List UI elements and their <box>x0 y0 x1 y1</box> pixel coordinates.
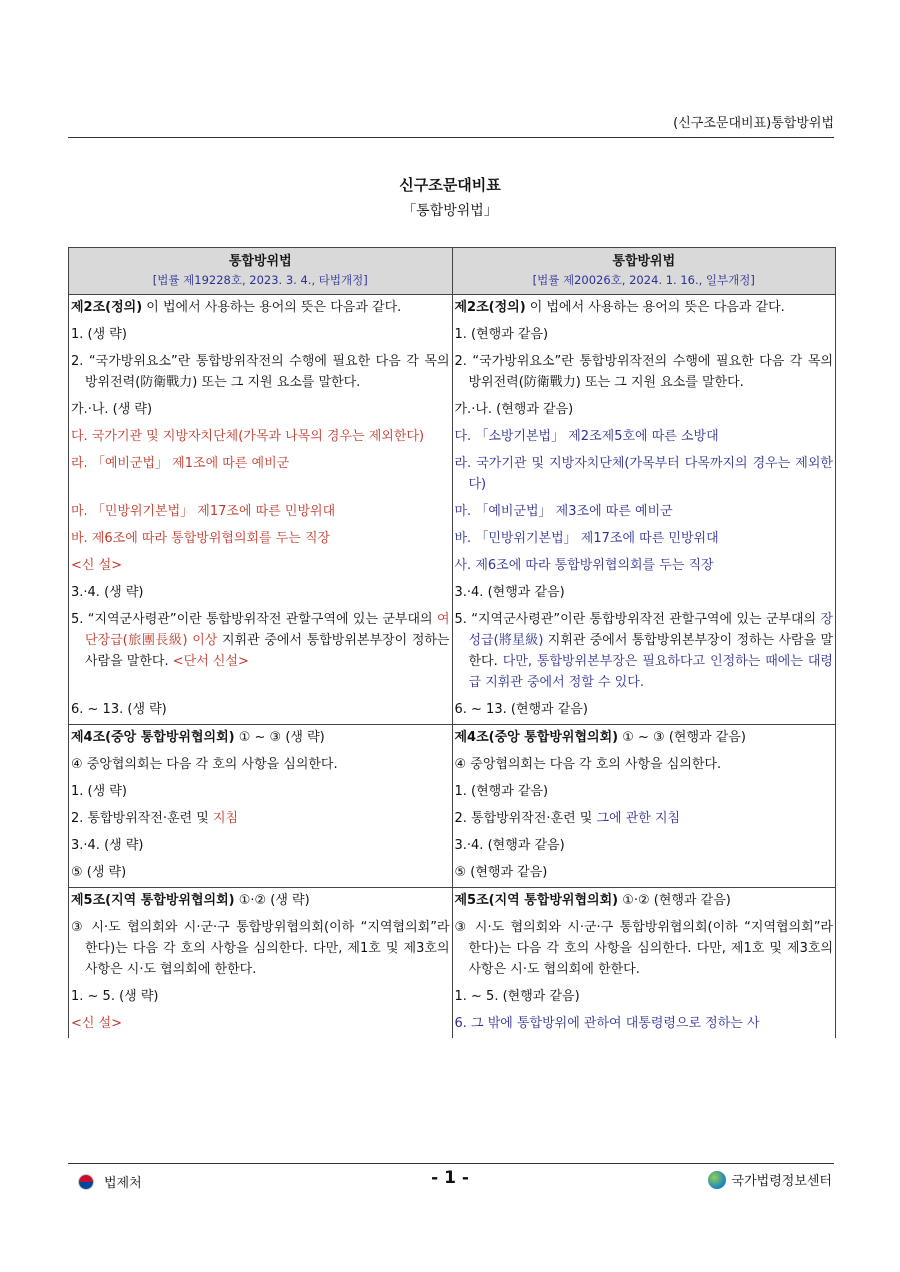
table-row <box>69 860 836 888</box>
provision-text <box>71 862 450 883</box>
revised-text-cell <box>452 580 836 607</box>
provision-text <box>455 754 834 775</box>
text-segment: 2. 통합방위작전·훈련 및 <box>454 811 597 826</box>
text-segment: ①·② (생 략) <box>234 893 310 908</box>
text-segment: 가.·나. (현행과 같음) <box>454 402 574 417</box>
deleted-text: 마. 「민방위기본법」 제17조에 따른 민방위대 <box>71 504 336 519</box>
page-number: - 1 - <box>431 1168 469 1188</box>
article-heading: 제5조(지역 통합방위협의회) <box>71 893 235 908</box>
provision-text <box>455 808 834 829</box>
text-segment: 2. 통합방위작전·훈련 및 <box>71 811 213 826</box>
revised-text-cell <box>452 752 836 779</box>
revised-text-cell <box>452 526 836 553</box>
current-text-cell <box>69 397 453 424</box>
provision-text <box>455 727 834 748</box>
revised-text-cell <box>452 451 836 499</box>
article-heading: 제5조(지역 통합방위협의회) <box>454 893 619 908</box>
footer-agency: 법제처 <box>104 1176 142 1191</box>
running-header: (신구조문대비표)통합방위법 <box>673 116 834 131</box>
column-title: 통합방위법 <box>228 254 292 269</box>
current-text-cell <box>69 752 453 779</box>
revised-text-cell <box>452 349 836 397</box>
text-segment: 1. (생 략) <box>71 327 127 342</box>
table-row <box>69 915 836 984</box>
provision-text <box>455 351 834 393</box>
text-segment: 1. (현행과 같음) <box>454 784 549 799</box>
text-segment: 3.·4. (현행과 같음) <box>454 585 565 600</box>
table-row <box>69 499 836 526</box>
text-segment: 가.·나. (생 략) <box>71 402 153 417</box>
text-segment: 1. (생 략) <box>71 784 127 799</box>
current-text-cell <box>69 984 453 1011</box>
current-text-cell <box>69 424 453 451</box>
current-text-cell <box>69 888 453 916</box>
deleted-text: <신 설> <box>71 558 123 573</box>
revised-text-cell <box>452 725 836 753</box>
text-segment: 3.·4. (생 략) <box>71 585 144 600</box>
added-text: 6. 그 밖에 통합방위에 관하여 대통령령으로 정하는 사 <box>454 1016 760 1031</box>
table-row <box>69 349 836 397</box>
provision-text <box>455 986 834 1007</box>
provision-text <box>455 1013 834 1034</box>
current-text-cell <box>69 725 453 753</box>
table-row <box>69 1011 836 1038</box>
text-segment: 3.·4. (생 략) <box>71 838 144 853</box>
provision-text <box>455 917 834 980</box>
table-row <box>69 607 836 697</box>
text-segment: 5. “지역군사령관”이란 통합방위작전 관할구역에 있는 군부대의 <box>71 612 437 627</box>
current-text-cell <box>69 451 453 499</box>
table-header-row <box>69 248 836 295</box>
text-segment: 지휘관 중에서 통합방위본부장이 정하는 사람을 말한다. <box>468 633 833 669</box>
text-segment: ④ 중앙협의회는 다음 각 호의 사항을 심의한다. <box>454 757 722 772</box>
revised-text-cell <box>452 499 836 526</box>
deleted-text: <신 설> <box>71 1016 123 1031</box>
provision-text <box>71 555 450 576</box>
current-text-cell <box>69 607 453 697</box>
provision-text <box>455 324 834 345</box>
comparison-table <box>68 247 836 1038</box>
added-text: 그에 관한 지침 <box>596 811 681 826</box>
provision-text <box>71 297 450 318</box>
text-segment: ① ~ ③ (현행과 같음) <box>618 730 746 745</box>
current-text-cell <box>69 833 453 860</box>
provision-text <box>71 986 450 1007</box>
current-text-cell <box>69 553 453 580</box>
article-heading: 제2조(정의) <box>454 300 526 315</box>
text-segment: ⑤ (현행과 같음) <box>454 865 548 880</box>
revised-text-cell <box>452 1011 836 1038</box>
column-title: 통합방위법 <box>612 254 676 269</box>
article-heading: 제4조(중앙 통합방위협의회) <box>71 730 235 745</box>
text-segment: 2. “국가방위요소”란 통합방위작전의 수행에 필요한 다음 각 목의 방위전력(防衛戰力) 또는 그 지원 요소를 말한다. <box>71 354 450 390</box>
provision-text <box>71 324 450 345</box>
current-text-cell <box>69 322 453 349</box>
revised-text-cell <box>452 697 836 725</box>
added-text: 마. 「예비군법」 제3조에 따른 예비군 <box>454 504 673 519</box>
revised-text-cell <box>452 806 836 833</box>
column-header-new <box>452 248 836 295</box>
provision-text <box>455 699 834 720</box>
column-header-old <box>69 248 453 295</box>
text-segment: ③ 시·도 협의회와 시·군·구 통합방위협의회(이하 “지역협의회”라 한다)는 다음 각 호의 사항을 심의한다. 다만, 제1호 및 제3호의 사항은 시·도 협의회에 한한다. <box>454 920 833 977</box>
text-segment: 1. (현행과 같음) <box>454 327 549 342</box>
added-text: 라. 국가기관 및 지방자치단체(가목부터 다목까지의 경우는 제외한다) <box>454 456 833 492</box>
added-text: 다만, 통합방위본부장은 필요하다고 인정하는 때에는 대령급 지휘관 중에서 정할 수 있다. <box>468 654 833 690</box>
deleted-text: 다. 국가기관 및 지방자치단체(가목과 나목의 경우는 제외한다) <box>71 429 425 444</box>
provision-text <box>455 609 834 693</box>
provision-text <box>455 453 834 495</box>
article-heading: 제2조(정의) <box>71 300 143 315</box>
provision-text <box>71 426 450 447</box>
current-text-cell <box>69 526 453 553</box>
footer-center-name: 국가법령정보센터 <box>731 1174 832 1189</box>
current-text-cell <box>69 499 453 526</box>
current-text-cell <box>69 915 453 984</box>
provision-text <box>71 501 450 522</box>
current-text-cell <box>69 697 453 725</box>
law-center-logo-icon <box>708 1171 726 1189</box>
provision-text <box>71 582 450 603</box>
provision-text <box>455 555 834 576</box>
revised-text-cell <box>452 984 836 1011</box>
added-text: 다. 「소방기본법」 제2조제5호에 따른 소방대 <box>454 429 719 444</box>
text-segment: ④ 중앙협의회는 다음 각 호의 사항을 심의한다. <box>71 757 338 772</box>
table-row <box>69 424 836 451</box>
provision-text <box>71 528 450 549</box>
provision-text <box>455 781 834 802</box>
text-segment: 이 법에서 사용하는 용어의 뜻은 다음과 같다. <box>142 300 402 315</box>
deleted-text: 여단장급(旅團長級) 이상 <box>85 612 450 648</box>
table-row <box>69 553 836 580</box>
table-row <box>69 888 836 916</box>
revised-text-cell <box>452 397 836 424</box>
current-text-cell <box>69 580 453 607</box>
table-row <box>69 580 836 607</box>
provision-text <box>71 453 450 474</box>
text-segment: ①·② (현행과 같음) <box>618 893 731 908</box>
table-row <box>69 697 836 725</box>
revised-text-cell <box>452 553 836 580</box>
text-segment: ⑤ (생 략) <box>71 865 127 880</box>
provision-text <box>71 699 450 720</box>
text-segment: 6. ~ 13. (현행과 같음) <box>454 702 588 717</box>
table-row <box>69 397 836 424</box>
added-text: 사. 제6조에 따라 통합방위협의회를 두는 직장 <box>454 558 714 573</box>
revised-text-cell <box>452 295 836 323</box>
text-segment: 3.·4. (현행과 같음) <box>454 838 565 853</box>
provision-text <box>71 351 450 393</box>
article-heading: 제4조(중앙 통합방위협의회) <box>454 730 619 745</box>
provision-text <box>455 582 834 603</box>
law-name: 「통합방위법」 <box>402 203 498 219</box>
provision-text <box>455 426 834 447</box>
table-row <box>69 526 836 553</box>
current-text-cell <box>69 779 453 806</box>
revised-text-cell <box>452 888 836 916</box>
table-row <box>69 451 836 499</box>
text-segment: 2. “국가방위요소”란 통합방위작전의 수행에 필요한 다음 각 목의 방위전력(防衛戰力) 또는 그 지원 요소를 말한다. <box>454 354 833 390</box>
footer-right <box>708 1170 832 1189</box>
revised-text-cell <box>452 424 836 451</box>
added-text: 장성급(將星級) <box>468 612 833 648</box>
provision-text <box>455 528 834 549</box>
revised-text-cell <box>452 915 836 984</box>
revised-text-cell <box>452 833 836 860</box>
amendment-info: [법률 제19228호, 2023. 3. 4., 타법개정] <box>152 273 368 287</box>
header-divider <box>68 137 834 138</box>
provision-text <box>71 399 450 420</box>
provision-text <box>71 835 450 856</box>
provision-text <box>71 754 450 775</box>
current-text-cell <box>69 806 453 833</box>
provision-text <box>71 890 450 911</box>
table-row <box>69 295 836 323</box>
provision-text <box>71 609 450 672</box>
provision-text <box>455 297 834 318</box>
text-segment: 6. ~ 13. (생 략) <box>71 702 167 717</box>
text-segment: 1. ~ 5. (현행과 같음) <box>454 989 580 1004</box>
current-text-cell <box>69 1011 453 1038</box>
deleted-text: 라. 「예비군법」 제1조에 따른 예비군 <box>71 456 290 471</box>
revised-text-cell <box>452 779 836 806</box>
provision-text <box>71 781 450 802</box>
table-row <box>69 806 836 833</box>
revised-text-cell <box>452 860 836 888</box>
text-segment: ① ~ ③ (생 략) <box>234 730 325 745</box>
provision-text <box>71 808 450 829</box>
table-row <box>69 833 836 860</box>
table-row <box>69 752 836 779</box>
provision-text <box>71 727 450 748</box>
provision-text <box>455 501 834 522</box>
current-text-cell <box>69 349 453 397</box>
revised-text-cell <box>452 607 836 697</box>
provision-text <box>71 917 450 980</box>
current-text-cell <box>69 295 453 323</box>
text-segment: 지휘관 중에서 통합방위본부장이 정하는 사람을 말한다. <box>85 633 450 669</box>
current-text-cell <box>69 860 453 888</box>
table-row <box>69 322 836 349</box>
provision-text <box>455 835 834 856</box>
text-segment: ③ 시·도 협의회와 시·군·구 통합방위협의회(이하 “지역협의회”라 한다)는 다음 각 호의 사항을 심의한다. 다만, 제1호 및 제3호의 사항은 시·도 협의회에 한한다. <box>71 920 450 977</box>
table-row <box>69 984 836 1011</box>
revised-text-cell <box>452 322 836 349</box>
table-row <box>69 725 836 753</box>
provision-text <box>455 862 834 883</box>
text-segment: 이 법에서 사용하는 용어의 뜻은 다음과 같다. <box>525 300 785 315</box>
provision-text <box>455 399 834 420</box>
footer-divider <box>68 1163 834 1164</box>
deleted-text: <단서 신설> <box>172 654 249 669</box>
added-text: 바. 「민방위기본법」 제17조에 따른 민방위대 <box>454 531 719 546</box>
amendment-info: [법률 제20026호, 2024. 1. 16., 일부개정] <box>532 273 755 287</box>
table-row <box>69 779 836 806</box>
deleted-text: 바. 제6조에 따라 통합방위협의회를 두는 직장 <box>71 531 331 546</box>
deleted-text: 지침 <box>212 811 239 826</box>
provision-text <box>455 890 834 911</box>
text-segment: 1. ~ 5. (생 략) <box>71 989 159 1004</box>
text-segment: 5. “지역군사령관”이란 통합방위작전 관할구역에 있는 군부대의 <box>454 612 821 627</box>
provision-text <box>71 1013 450 1034</box>
document-title: 신구조문대비표 <box>399 176 501 194</box>
